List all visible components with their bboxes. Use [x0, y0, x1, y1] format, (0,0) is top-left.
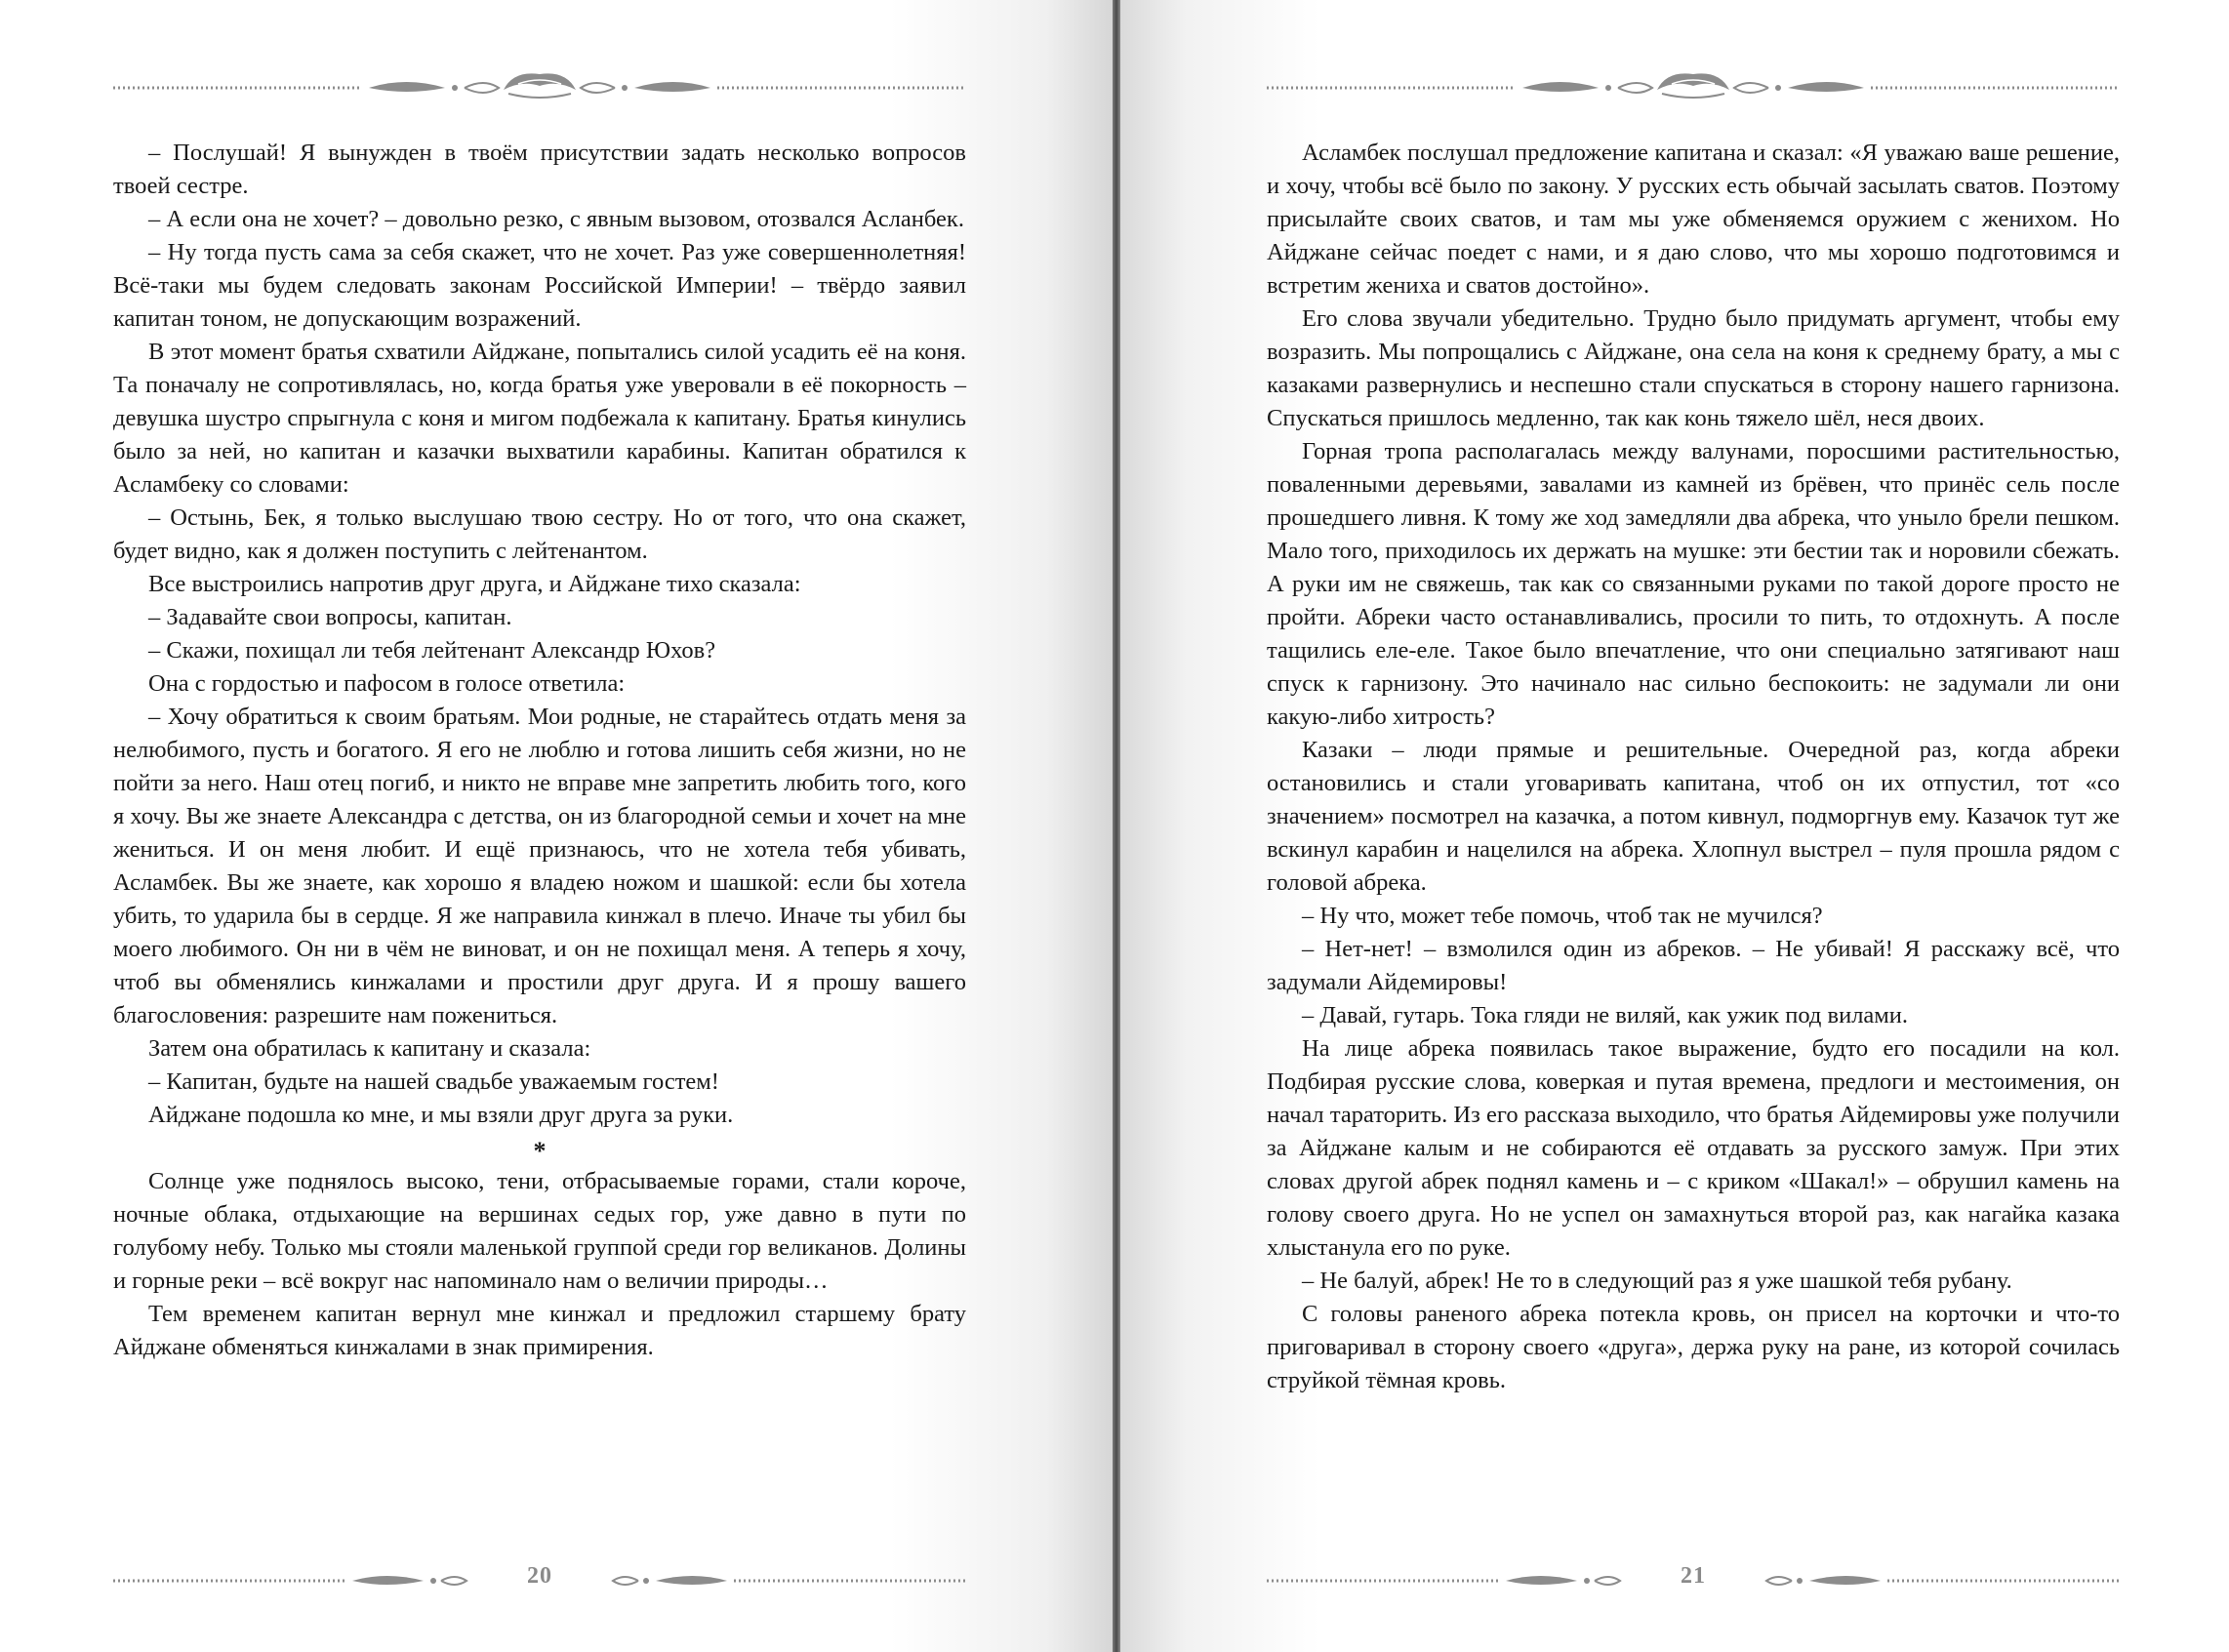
- paragraph: В этот момент братья схватили Айджане, попытались силой усадить её на коня. Та поначалу не сопротивлялась, но, когда братья уже уверовали в её покорность – девушка шустро спрыгнула с коня и мигом подбежала к капитану. Братья кинулись было за ней, но капитан и казачки выхватили карабины. Капитан обратился к Асламбеку со словами:: [113, 339, 966, 498]
- top-ornament-left: [113, 66, 966, 105]
- paragraph: – Не балуй, абрек! Не то в следующий раз я уже шашкой тебя рубану.: [1302, 1268, 2012, 1294]
- left-page: [0, 0, 1113, 1652]
- paragraph: – Остынь, Бек, я только выслушаю твою сестру. Но от того, что она скажет, будет видно, как я должен поступить с лейтенантом.: [113, 504, 966, 564]
- left-page-text: [113, 137, 966, 1364]
- paragraph: – Послушай! Я вынужден в твоём присутствии задать несколько вопросов твоей сестре.: [113, 140, 966, 199]
- paragraph: На лице абрека появилась такое выражение, будто его посадили на кол. Подбирая русские слова, коверкая и путая времена, предлоги и местоимения, он начал тараторить. Из его рассказа выходило, что братья Айдемировы уже получили за Айджане калым и не собираются её отдавать за русского замуж. При этих словах другой абрек поднял камень и – с криком «Шакал!» – обрушил камень на голову своего друга. Но не успел он замахнуться второй раз, как нагайка казака хлыстанула его по руке.: [1267, 1035, 2120, 1261]
- book-gutter: [1113, 0, 1120, 1652]
- section-break-asterisk: *: [533, 1137, 547, 1165]
- paragraph: – Ну что, может тебе помочь, чтоб так не мучился?: [1302, 903, 1823, 929]
- paragraph: С головы раненого абрека потекла кровь, он присел на корточки и что-то приговаривал в сторону своего «друга», держа руку на ране, из которой сочилась струйкой тёмная кровь.: [1267, 1301, 2120, 1393]
- paragraph: Айджане подошла ко мне, и мы взяли друг друга за руки.: [148, 1102, 734, 1128]
- paragraph: Тем временем капитан вернул мне кинжал и предложил старшему брату Айджане обменяться кинжалами в знак примирения.: [113, 1301, 966, 1360]
- paragraph: – Нет-нет! – взмолился один из абреков. – Не убивай! Я расскажу всё, что задумали Айдемировы!: [1267, 936, 2120, 995]
- paragraph: Затем она обратилась к капитану и сказала:: [148, 1035, 591, 1062]
- paragraph: Его слова звучали убедительно. Трудно было придумать аргумент, чтобы ему возразить. Мы попрощались с Айджане, она села на коня к среднему брату, а мы с казаками развернулись и неспешно стали спускаться в сторону нашего гарнизона. Спускаться пришлось медленно, так как конь тяжело шёл, неся двоих.: [1267, 305, 2120, 431]
- paragraph: Казаки – люди прямые и решительные. Очередной раз, когда абреки остановились и стали уговаривать капитана, чтоб он их отпустил, тот «со значением» посмотрел на казачка, а потом кивнул, подморгнув ему. Казачок тут же вскинул карабин и нацелился на абрека. Хлопнул выстрел – пуля прошла рядом с головой абрека.: [1267, 737, 2120, 896]
- paragraph: – Скажи, похищал ли тебя лейтенант Александр Юхов?: [148, 637, 716, 664]
- paragraph: Горная тропа располагалась между валунами, поросшими растительностью, поваленными деревьями, завалами из камней из брёвен, что принёс сель после прошедшего ливня. К тому же ход замедляли два абрека, что уныло брели пешком. Мало того, приходилось их держать на мушке: эти бестии так и норовили сбежать. А руки им не свяжешь, так как со связанными руками по такой дороге просто не пройти. Абреки часто останавливались, просили то пить, то отдохнуть. А после тащились еле-еле. Такое было впечатление, что они специально затягивают наш спуск к гарнизону. Это начинало нас сильно беспокоить: не задумали ли они какую-либо хитрость?: [1267, 438, 2120, 730]
- paragraph: Солнце уже поднялось высоко, тени, отбрасываемые горами, стали короче, ночные облака, отдыхающие на вершинах седых гор, уже давно в пути по голубому небу. Только мы стояли маленькой группой среди гор великанов. Долины и горные реки – всё вокруг нас напоминало нам о величии природы…: [113, 1168, 966, 1294]
- paragraph: – Ну тогда пусть сама за себя скажет, что не хочет. Раз уже совершеннолетняя! Всё-таки мы будем следовать законам Российской Империи! – твёрдо заявил капитан тоном, не допускающим возражений.: [113, 239, 966, 332]
- paragraph: – Давай, гутарь. Тока гляди не виляй, как ужик под вилами.: [1302, 1002, 1909, 1028]
- paragraph: Асламбек послушал предложение капитана и сказал: «Я уважаю ваше решение, и хочу, чтобы всё было по закону. У русских есть обычай засылать сватов. Поэтому присылайте своих сватов, и там мы уже обменяемся оружием с женихом. Но Айджане сейчас поедет с нами, и я даю слово, что мы хорошо подготовимся и встретим жениха и сватов достойно».: [1267, 140, 2120, 299]
- right-page: [1120, 0, 2229, 1652]
- page-number: 21: [1681, 1563, 1706, 1589]
- paragraph: Все выстроились напротив друг друга, и Айджане тихо сказала:: [148, 571, 801, 597]
- right-page-text: [1267, 137, 2120, 1397]
- top-ornament-right: [1267, 66, 2120, 105]
- page-number: 20: [527, 1563, 552, 1589]
- paragraph: – А если она не хочет? – довольно резко, с явным вызовом, отозвался Асланбек.: [148, 206, 964, 232]
- paragraph: Она с гордостью и пафосом в голосе ответила:: [148, 670, 626, 697]
- paragraph: – Задавайте свои вопросы, капитан.: [148, 604, 512, 630]
- paragraph: – Капитан, будьте на нашей свадьбе уважаемым гостем!: [148, 1068, 719, 1095]
- paragraph: – Хочу обратиться к своим братьям. Мои родные, не старайтесь отдать меня за нелюбимого, пусть и богатого. Я его не люблю и готова лишить себя жизни, но не пойти за него. Наш отец погиб, и никто не вправе мне запретить любить того, кого я хочу. Вы же знаете Александра с детства, он из благородной семьи и хочет на мне жениться. И он меня любит. И ещё признаюсь, что не хотела тебя убивать, Асламбек. Вы же знаете, как хорошо я владею ножом и шашкой: если бы хотела убить, то ударила бы в сердце. Я же направила кинжал в плечо. Иначе ты убил бы моего любимого. Он ни в чём не виноват, и он не похищал меня. А теперь я хочу, чтоб вы обменялись кинжалами и простили друг друга. И я прошу вашего благословения: разрешите нам пожениться.: [113, 704, 966, 1028]
